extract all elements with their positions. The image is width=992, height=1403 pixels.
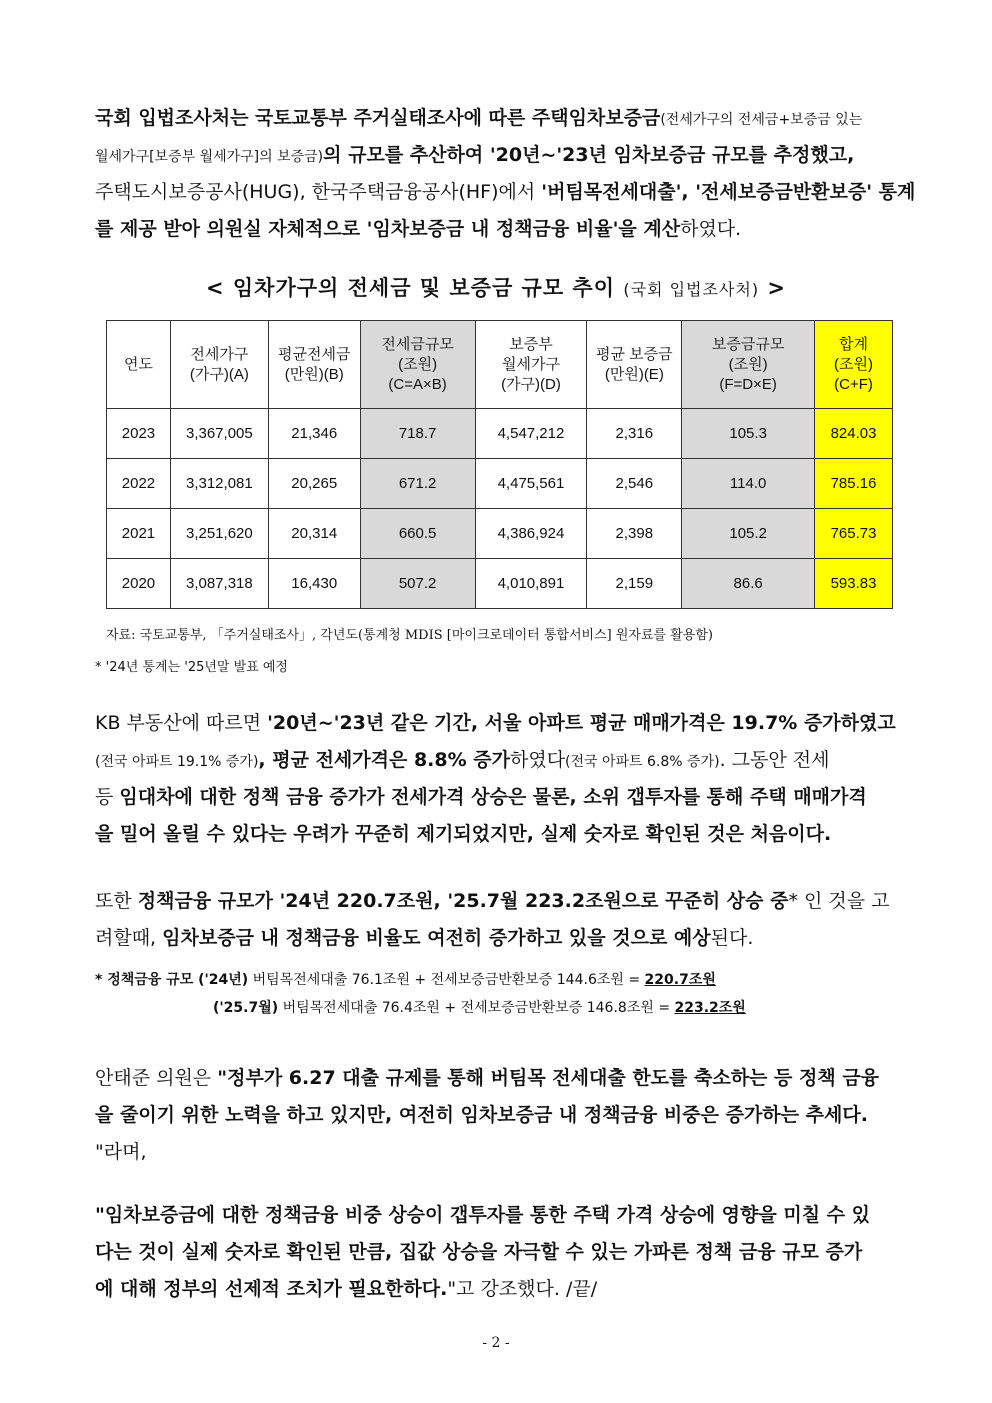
cell: 4,547,212 [475,409,587,459]
cell: 105.3 [682,409,815,459]
text-span: 등 [95,786,120,808]
text-span: 월세가구[보증부 월세가구]의 보증금) [95,149,324,165]
caption-close: > [767,276,787,300]
cell: 2,159 [587,559,682,609]
table-source-note: 자료: 국토교통부, 「주거실태조사」, 각년도(통계청 MDIS [마이크로데이터 통합서비스] 원자료를 활용함) [106,628,713,643]
cell: 660.5 [360,509,475,559]
text-span: 임대차에 대한 정책 금융 증가가 전세가격 상승은 물론, 소위 갭투자를 통해 주택 매매가격 [119,786,867,808]
text-line [95,1197,898,1234]
text-span: 정책금융 규모가 '24년 220.7조원, '25.7월 223.2조원으로 꾸준히 상승 중 [137,890,789,912]
cell: 507.2 [360,559,475,609]
policy-finance-footnote [95,966,898,1022]
text-line [95,705,898,742]
text-span: 주택도시보증공사(HUG), 한국주택금융공사(HF)에서 [95,181,542,203]
caption-source: (국회 입법조사처) [623,280,760,299]
text-span: 된다. [710,927,754,949]
text-span: "고 강조했다. /끝/ [447,1278,598,1300]
table-star-note: * '24년 통계는 '25년말 발표 예정 [95,660,288,675]
header-jeonse-households: 전세가구 (가구)(A) [170,321,268,409]
text-span: '버팀목전세대출', '전세보증금반환보증' 통계 [541,181,916,203]
cell: 2,546 [587,459,682,509]
cell: 86.6 [682,559,815,609]
text-span: 버팀목전세대출 76.4조원 + 전세보증금반환보증 146.8조원 = [278,1000,675,1016]
table-header-row [107,321,893,409]
text-span: 에 대해 정부의 선제적 조치가 필요한하다. [95,1278,448,1300]
text-span: 223.2조원 [674,1000,746,1016]
cell-year: 2021 [107,509,171,559]
text-span: 의 규모를 추산하여 '20년~'23년 임차보증금 규모를 추정했고, [323,144,855,166]
cell: 20,265 [268,459,360,509]
cell-year: 2020 [107,559,171,609]
text-span: 버팀목전세대출 76.1조원 + 전세보증금반환보증 144.6조원 = [248,972,645,988]
text-span: KB 부동산에 따르면 [95,712,268,734]
cell: 4,010,891 [475,559,587,609]
footnote-line [95,966,898,994]
table-row [107,509,893,559]
text-span: . 그동안 전세 [719,749,830,771]
cell: 105.2 [682,509,815,559]
text-line [95,920,898,957]
text-span: 임차보증금 내 정책금융 비율도 여전히 증가하고 있을 것으로 예상 [162,927,711,949]
quote-paragraph-1 [95,1060,898,1171]
footnote-line [95,994,898,1022]
text-span: (전국 아파트 19.1% 증가) [95,754,259,770]
text-span: 또한 [95,890,138,912]
header-monthly-households: 보증부 월세가구 (가구)(D) [475,321,587,409]
text-span: "임차보증금에 대한 정책금융 비중 상승이 갭투자를 통한 주택 가격 상승에 영향을 미칠 수 있 [95,1204,870,1226]
cell-total: 785.16 [815,459,893,509]
text-line [95,1234,898,1271]
text-span: 를 제공 받아 의원실 자체적으로 '임차보증금 내 정책금융 비율'을 계산 [95,218,681,240]
table-row [107,409,893,459]
table-caption [0,272,992,302]
text-span: 하였다 [509,749,566,771]
caption-title: < 임차가구의 전세금 및 보증금 규모 추이 [205,276,616,300]
text-span: * 정책금융 규모 ('24년) [95,972,249,988]
cell: 114.0 [682,459,815,509]
text-line [95,100,898,137]
header-avg-deposit: 평균 보증금 (만원)(E) [587,321,682,409]
text-span: (전국 아파트 6.8% 증가) [565,754,720,770]
text-span: 하였다. [680,218,742,240]
cell: 3,312,081 [170,459,268,509]
cell: 4,475,561 [475,459,587,509]
text-line [95,779,898,816]
text-line [95,1060,898,1097]
header-deposit-scale: 보증금규모 (조원) (F=D×E) [682,321,815,409]
kb-paragraph [95,705,898,853]
policy-finance-paragraph [95,883,898,957]
cell: 3,251,620 [170,509,268,559]
page-number: - 2 - [482,1335,510,1351]
cell-total: 765.73 [815,509,893,559]
cell: 20,314 [268,509,360,559]
text-line [95,174,916,211]
text-span: "정부가 6.27 대출 규제를 통해 버팀목 전세대출 한도를 축소하는 등 정책 금융 [217,1067,880,1089]
text-span: 220.7조원 [644,972,716,988]
intro-paragraph [95,100,916,248]
text-span: 국회 입법조사처는 국토교통부 주거실태조사에 따른 주택임차보증금 [95,107,661,129]
cell: 2,316 [587,409,682,459]
text-span: 안태준 의원은 [95,1067,218,1089]
cell: 671.2 [360,459,475,509]
cell-year: 2022 [107,459,171,509]
text-span: 려할때, [95,927,163,949]
text-span: * 인 것을 고 [788,890,890,912]
header-avg-jeonse: 평균전세금 (만원)(B) [268,321,360,409]
cell: 3,367,005 [170,409,268,459]
text-line [95,211,898,248]
cell: 3,087,318 [170,559,268,609]
text-span: (전세가구의 전세금+보증금 있는 [660,112,863,128]
text-line [95,883,898,920]
text-line [95,816,898,853]
cell: 718.7 [360,409,475,459]
table-row [107,559,893,609]
text-line [95,1271,898,1308]
text-span: "라며, [95,1141,147,1163]
text-span: 을 줄이기 위한 노력을 하고 있지만, 여전히 임차보증금 내 정책금융 비중은 증가하는 추세다. [95,1104,868,1126]
deposit-table [106,320,893,609]
text-line [95,742,898,779]
text-span: '20년~'23년 같은 기간, 서울 아파트 평균 매매가격은 19.7% 증가하였고 [267,712,896,734]
cell-year: 2023 [107,409,171,459]
cell-total: 824.03 [815,409,893,459]
cell: 21,346 [268,409,360,459]
text-span: 다는 것이 실제 숫자로 확인된 만큼, 집값 상승을 자극할 수 있는 가파른 정책 금융 규모 증가 [95,1241,863,1263]
text-span: , 평균 전세가격은 8.8% 증가 [258,749,510,771]
cell: 16,430 [268,559,360,609]
header-jeonse-scale: 전세금규모 (조원) (C=A×B) [360,321,475,409]
text-line [95,137,898,174]
text-span: 을 밀어 올릴 수 있다는 우려가 꾸준히 제기되었지만, 실제 숫자로 확인된 것은 처음이다. [95,823,832,845]
text-line [95,1097,898,1134]
cell: 4,386,924 [475,509,587,559]
text-line [95,1134,898,1171]
text-span: ('25.7월) [213,1000,279,1016]
table-row [107,459,893,509]
quote-paragraph-2 [95,1197,898,1308]
header-year: 연도 [107,321,171,409]
header-total: 합계 (조원) (C+F) [815,321,893,409]
cell: 2,398 [587,509,682,559]
cell-total: 593.83 [815,559,893,609]
